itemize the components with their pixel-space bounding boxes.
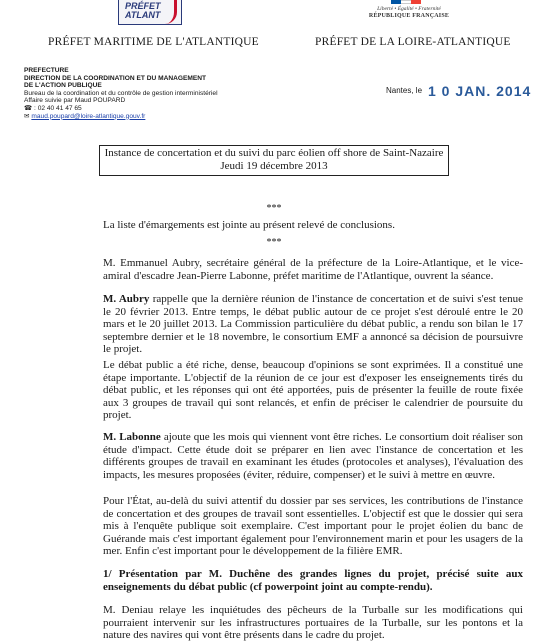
sender-phone: ☎ : 02 40 41 47 65 xyxy=(24,104,82,112)
paragraph-1: M. Emmanuel Aubry, secrétaire général de la préfecture de la Loire-Atlantique, et le vice-amiral d'escadre Jean-Pierre Labonne, préfet maritime de l'Atlantique, ouvrent la séance. xyxy=(103,257,523,282)
paragraph-4-text: ajoute que les mois qui viennent vont être riches. Le consortium doit réaliser son étude d'impact. Cette étude doit se préparer en lien avec l'instance de concertation et les différents groupes de travail en examinant les études (protocoles et analyses), l'évaluation des impacts, les mesures proposées (éviter, réduire, compenser) et le suivi à mettre en œuvre. xyxy=(103,431,523,481)
section-heading-1: 1/ Présentation par M. Duchêne des grandes lignes du projet, précisé suite aux enseignements du débat public (cf powerpoint joint au compte-rendu). xyxy=(103,568,523,593)
separator-2: *** xyxy=(266,237,282,248)
right-header-title: PRÉFET DE LA LOIRE-ATLANTIQUE xyxy=(315,36,511,48)
paragraph-5: Pour l'État, au-delà du suivi attentif du dossier par ses services, les contributions de l'instance de concertation et des groupes de travail sont essentielles. L'objectif est que le dossier qui sera mis à l'enquête publique soit exemplaire. C'est important pour le projet éolien du banc de Guérande mais c'est important également pour l'environnement marin et pour les usagers de la mer. Enfin c'est important pour le développement de la filière EMR. xyxy=(103,495,523,558)
meeting-title: Instance de concertation et du suivi du parc éolien off shore de Saint-Nazaire xyxy=(104,147,444,159)
meeting-date: Jeudi 19 décembre 2013 xyxy=(220,160,328,172)
sender-email-link[interactable]: maud.poupard@loire-atlantique.gouv.fr xyxy=(31,112,146,120)
tricolor-flag xyxy=(391,0,421,4)
prefet-maritime-logo xyxy=(118,0,182,25)
speaker-aubry: M. Aubry xyxy=(103,293,150,305)
paragraph-6: M. Deniau relaye les inquiétudes des pêcheurs de la Turballe sur les modifications qui pourraient intervenir sur les infrastructures portuaires de la Turballe, sur les pontons et la nature des navires qui vont être présents dans le cadre du projet. xyxy=(103,604,523,642)
logo-swoosh xyxy=(160,0,177,24)
sender-line-2: DIRECTION DE LA COORDINATION ET DU MANAGEMENT xyxy=(24,74,207,82)
paragraph-2-text: rappelle que la dernière réunion de l'instance de concertation et de suivi s'est tenue le 20 février 2013. Entre temps, le débat public autour de ce projet s'est déroulé entre le 20 mars et le 20 juillet 2013. La Commission particulière du débat public, a rendu son bilan le 17 septembre dernier et le 18 novembre, le consortium EMF a annoncé sa décision de poursuivre le projet. xyxy=(103,293,523,356)
left-header-title: PRÉFET MARITIME DE L'ATLANTIQUE xyxy=(48,36,259,48)
paragraph-2 xyxy=(103,293,523,356)
paragraph-4 xyxy=(103,431,523,481)
sender-line-1: PREFECTURE xyxy=(24,67,69,74)
paragraph-3: Le débat public a été riche, dense, beaucoup d'opinions se sont exprimées. Il a constitué une étape importante. L'objectif de la réunion de ce jour est d'exposer les enseignements tirés du débat public, et les réponses qui ont été apportées, puis de présenter la feuille de route fixée aux 3 groupes de travail qui sont relancés, et enfin de préciser le calendrier de poursuite du projet. xyxy=(103,359,523,422)
sender-block xyxy=(24,67,324,120)
republique-francaise-logo xyxy=(355,0,463,24)
republic-motto: Liberté • Égalité • Fraternité xyxy=(377,6,441,12)
sender-line-4: Bureau de la coordination et du contrôle de gestion interministériel xyxy=(24,89,218,97)
sender-line-5: Affaire suivie par Maud POUPARD xyxy=(24,97,126,105)
republic-name: RÉPUBLIQUE FRANÇAISE xyxy=(368,13,450,19)
logo-text: PRÉFET ATLANT xyxy=(125,1,161,20)
speaker-labonne: M. Labonne xyxy=(103,431,161,443)
separator-1: *** xyxy=(266,203,282,214)
mail-icon: ✉ xyxy=(24,112,30,120)
sender-line-3: DE L'ACTION PUBLIQUE xyxy=(24,82,102,90)
intro-paragraph: La liste d'émargements est jointe au présent relevé de conclusions. xyxy=(103,219,395,231)
meeting-title-box xyxy=(99,145,449,176)
date-stamp: 1 0 JAN. 2014 xyxy=(428,83,532,99)
place-label: Nantes, le xyxy=(386,86,423,95)
